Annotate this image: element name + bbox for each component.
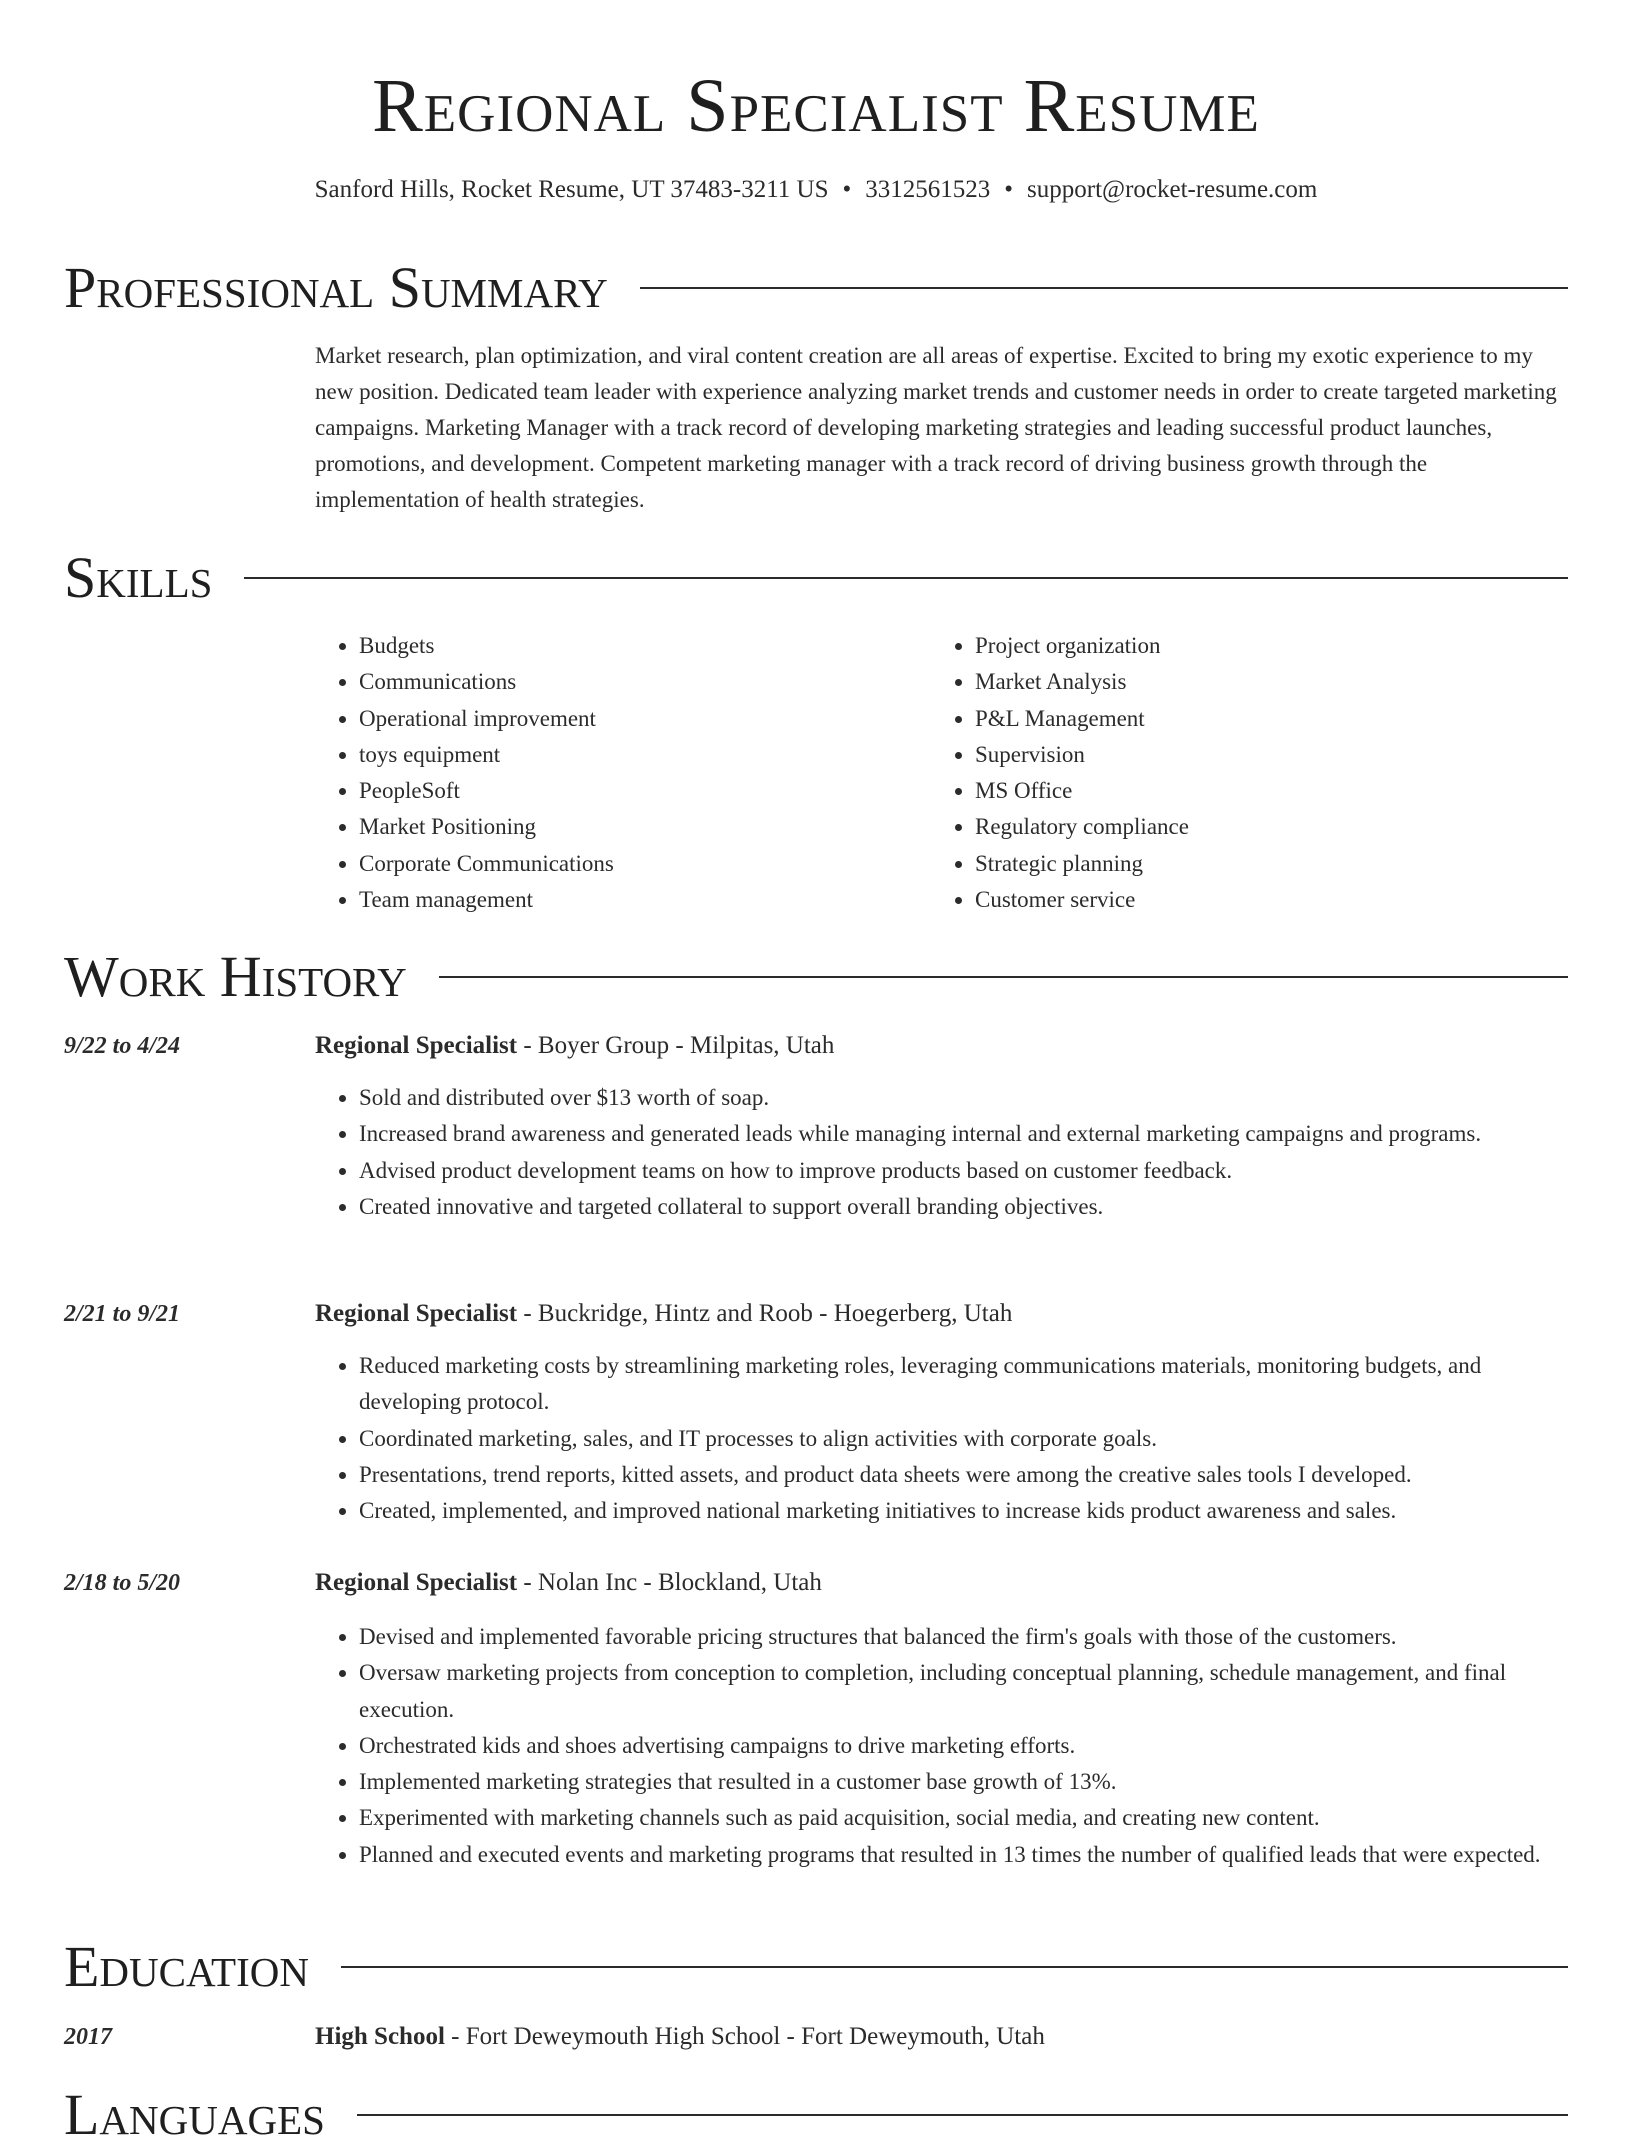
job-title: Regional Specialist: [315, 1300, 518, 1327]
contact-separator: •: [1004, 176, 1014, 203]
skill-item: • Supervision: [975, 737, 1547, 773]
job-company: - Boyer Group - Milpitas, Utah: [517, 1032, 835, 1059]
skill-item: • Budgets: [359, 628, 931, 664]
work-bullet: • Advised product development teams on how to improve products based on customer feedback.: [359, 1153, 1568, 1189]
skills-column-left: [315, 628, 931, 918]
skills-column-right: [931, 628, 1547, 918]
skill-item: • Project organization: [975, 628, 1547, 664]
work-bullets: [315, 1348, 1568, 1529]
section-header-languages: [64, 2080, 1568, 2150]
work-bullet: • Coordinated marketing, sales, and IT processes to align activities with corporate goals.: [359, 1421, 1568, 1457]
section-header-work: [64, 942, 1568, 1012]
skill-item: • Team management: [359, 882, 931, 918]
work-bullet: • Reduced marketing costs by streamlining marketing roles, leveraging communications materials, monitoring budgets, and developing protocol.: [359, 1348, 1568, 1421]
contact-email[interactable]: support@rocket-resume.com: [1027, 176, 1318, 203]
job-company: - Buckridge, Hintz and Roob - Hoegerberg, Utah: [517, 1300, 1013, 1327]
skill-item: • Communications: [359, 664, 931, 700]
skills-list: [315, 628, 1567, 918]
work-bullet: • Oversaw marketing projects from conception to completion, including conceptual planning, schedule management, and final execution.: [359, 1655, 1568, 1728]
work-bullet: • Implemented marketing strategies that resulted in a customer base growth of 13%.: [359, 1764, 1568, 1800]
section-divider: [341, 1966, 1568, 1968]
skill-item: • Market Analysis: [975, 664, 1547, 700]
resume-title: Regional Specialist Resume: [372, 64, 1260, 148]
section-header-education: [64, 1932, 1568, 2002]
skill-item: • Market Positioning: [359, 809, 931, 845]
section-title-languages: Languages: [64, 2082, 325, 2147]
skill-item: • toys equipment: [359, 737, 931, 773]
education-degree: High School: [315, 2023, 445, 2050]
job-title: Regional Specialist: [315, 1032, 518, 1059]
section-header-summary: [64, 253, 1568, 323]
job-company: - Nolan Inc - Blockland, Utah: [517, 1569, 822, 1596]
section-title-summary: Professional Summary: [64, 255, 608, 320]
skill-item: • Corporate Communications: [359, 846, 931, 882]
work-bullets: [315, 1619, 1568, 1873]
section-title-work: Work History: [64, 944, 407, 1009]
work-heading: [315, 1565, 1568, 1601]
skill-item: • MS Office: [975, 773, 1547, 809]
contact-line: [0, 172, 1632, 208]
work-heading: [315, 1296, 1568, 1332]
section-divider: [640, 287, 1568, 289]
work-bullet: • Created, implemented, and improved national marketing initiatives to increase kids product awareness and sales.: [359, 1493, 1568, 1529]
section-header-skills: [64, 543, 1568, 613]
education-year: 2017: [64, 2024, 112, 2050]
section-divider: [439, 976, 1568, 978]
summary-text: Market research, plan optimization, and viral content creation are all areas of expertise. Excited to bring my exotic experience to my new position. Dedicated team leader with experience analyzing market trends and customer needs in order to create targeted marketing campaigns. Marketing Manager with a track record of developing marketing strategies and leading successful product launches, promotions, and development. Competent marketing manager with a track record of driving business growth through the implementation of health strategies.: [315, 343, 1557, 512]
work-bullet: • Created innovative and targeted collateral to support overall branding objectives.: [359, 1189, 1568, 1225]
skill-item: • P&L Management: [975, 701, 1547, 737]
work-bullet: • Presentations, trend reports, kitted assets, and product data sheets were among the creative sales tools I developed.: [359, 1457, 1568, 1493]
skill-item: • Customer service: [975, 882, 1547, 918]
skill-item: • PeopleSoft: [359, 773, 931, 809]
section-divider: [244, 577, 1568, 579]
skill-item: • Strategic planning: [975, 846, 1547, 882]
contact-separator: •: [842, 176, 852, 203]
section-title-skills: Skills: [64, 545, 213, 610]
work-bullet: • Devised and implemented favorable pricing structures that balanced the firm's goals with those of the customers.: [359, 1619, 1568, 1655]
work-bullet: • Orchestrated kids and shoes advertising campaigns to drive marketing efforts.: [359, 1728, 1568, 1764]
contact-address: Sanford Hills, Rocket Resume, UT 37483-3211 US: [314, 176, 829, 203]
section-divider: [357, 2114, 1568, 2116]
job-title: Regional Specialist: [315, 1569, 518, 1596]
work-bullet: • Increased brand awareness and generated leads while managing internal and external marketing campaigns and programs.: [359, 1116, 1568, 1152]
work-dates: 2/18 to 5/20: [64, 1570, 181, 1596]
work-bullet: • Sold and distributed over $13 worth of soap.: [359, 1080, 1568, 1116]
work-bullet: • Experimented with marketing channels such as paid acquisition, social media, and creating new content.: [359, 1800, 1568, 1836]
work-heading: [315, 1028, 1568, 1064]
work-bullets: [315, 1080, 1568, 1225]
education-school: - Fort Deweymouth High School - Fort Deweymouth, Utah: [444, 2023, 1045, 2050]
skill-item: • Regulatory compliance: [975, 809, 1547, 845]
contact-phone: 3312561523: [865, 176, 991, 203]
work-dates: 9/22 to 4/24: [64, 1033, 181, 1059]
work-dates: 2/21 to 9/21: [64, 1301, 181, 1327]
section-title-education: Education: [64, 1934, 309, 1999]
education-heading: [315, 2019, 1568, 2055]
skill-item: • Operational improvement: [359, 701, 931, 737]
work-bullet: • Planned and executed events and marketing programs that resulted in 13 times the number of qualified leads that were expected.: [359, 1837, 1568, 1873]
